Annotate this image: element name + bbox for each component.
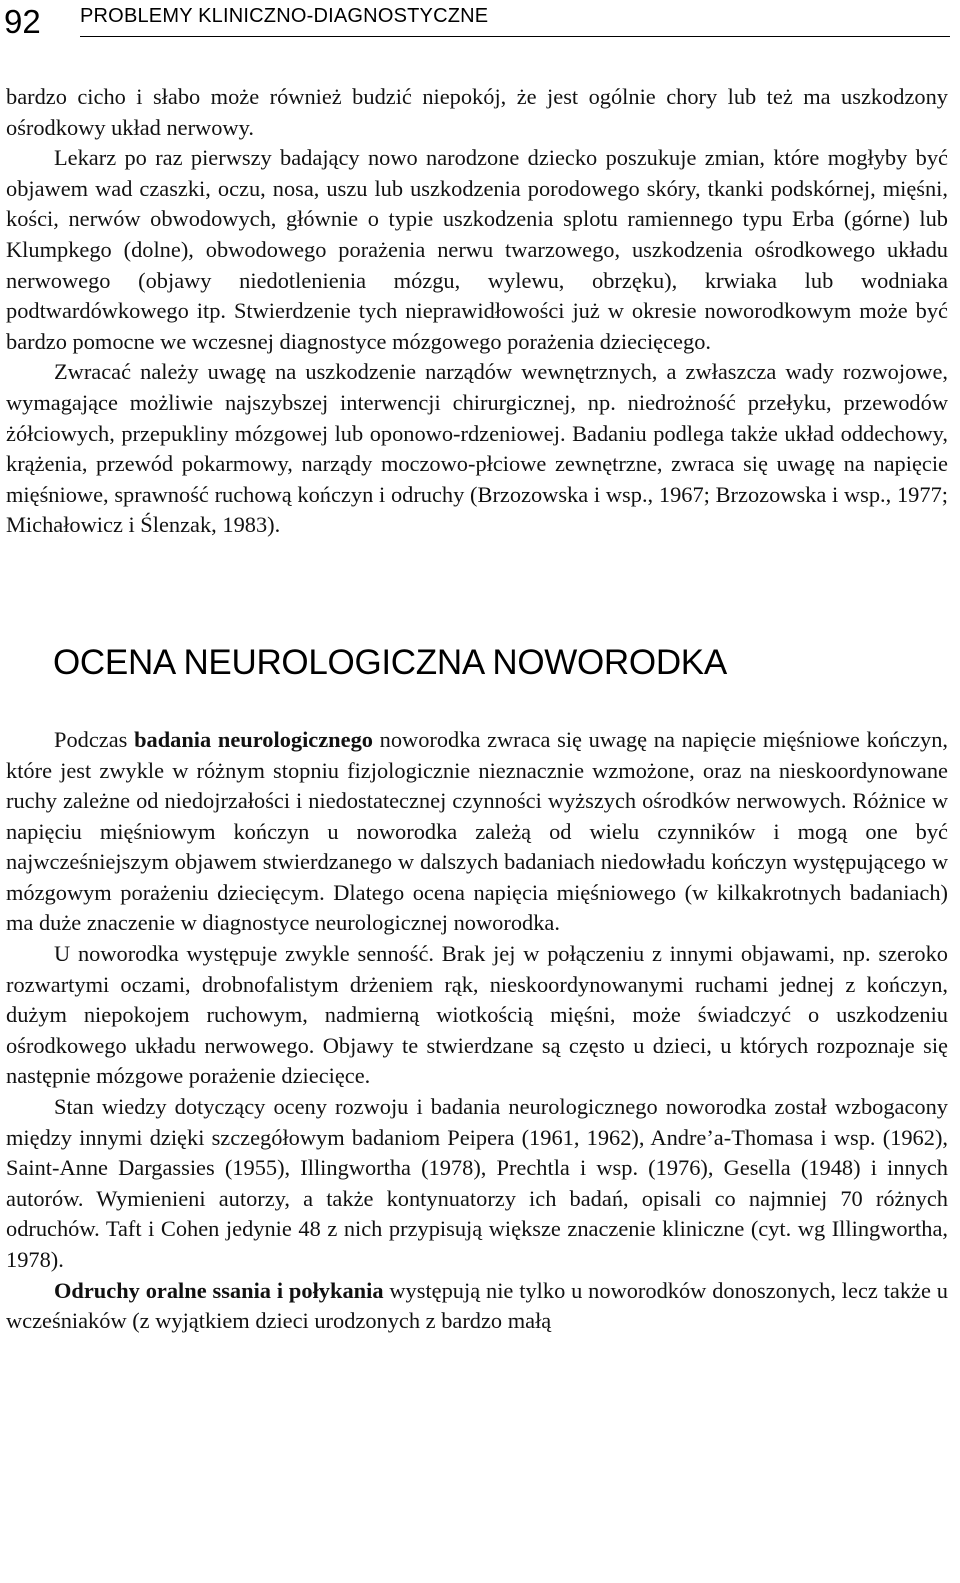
paragraph-neurological-exam (6, 725, 948, 939)
paragraph-text: noworodka zwraca się uwagę na napięcie mięśniowe kończyn, które jest zwykle w różnym stopniu fizjologicznie nieznacznie wzmożone, oraz na nieskoordynowane ruchy zależne od niedojrzałości i niedostatecznej czynności wyższych ośrodków nerwowych. Różnice w napięciu mięśniowym kończyn u noworodka zależą od wielu czynników i mogą one być najwcześniejszym objawem stwierdzanego w dalszych badaniach niedowładu kończyn występującego w mózgowym porażeniu dziecięcym. Dlatego ocena napięcia mięśniowego (w kilkakrotnych badaniach) ma duże znaczenie w diagnostyce neurologicznej noworodka. (6, 726, 948, 936)
paragraph: U noworodka występuje zwykle senność. Brak jej w połączeniu z innymi objawami, np. szeroko rozwartymi oczami, drobnofalistym drżeniem rąk, nieskoordynowanymi ruchami jednej z kończyn, dużym niepokojem ruchowym, nadmierną wiotkością mięśni, może świadczyć o uszkodzeniu ośrodkowego układu nerwowego. Objawy te stwierdzane są często u dzieci, u których rozpoznaje się następnie mózgowe porażenie dziecięce. (6, 941, 948, 1089)
paragraph-oral-reflexes (6, 1276, 948, 1337)
header-rule (80, 36, 950, 37)
section-heading: OCENA NEUROLOGICZNA NOWORODKA (53, 642, 727, 682)
paragraph: Lekarz po raz pierwszy badający nowo narodzone dziecko poszukuje zmian, które mogłyby być objawem wad czaszki, oczu, nosa, uszu lub uszkodzenia porodowego skóry, tkanki podskórnej, mięśni, kości, nerwów obwodowych, głównie o typie uszkodzenia splotu ramiennego typu Erba (górne) lub Klumpkego (dolne), obwodowego porażenia nerwu twarzowego, uszkodzenia ośrodkowego układu nerwowego (objawy niedotlenienia mózgu, wylewu, obrzęku), krwiaka lub wodniaka podtwardówkowego itp. Stwierdzenie tych nieprawidłowości już w okresie noworodkowym może być bardzo pomocne we wczesnej diagnostyce mózgowego porażenia dziecięcego. (6, 145, 948, 354)
paragraph-text: Podczas (54, 726, 135, 752)
running-head: PROBLEMY KLINICZNO-DIAGNOSTYCZNE (80, 5, 489, 27)
page-number: 92 (4, 3, 41, 40)
bold-term: Odruchy oralne ssania i połykania (54, 1277, 384, 1303)
paragraph: Zwracać należy uwagę na uszkodzenie narządów wewnętrznych, a zwłaszcza wady rozwojowe, wymagające możliwie najszybszej interwencji chirurgicznej, np. niedrożność przełyku, przewodów żółciowych, przepukliny mózgowej lub oponowo-rdzeniowej. Badaniu podlega także układ oddechowy, krążenia, przewód pokarmowy, narządy moczowo-płciowe zewnętrzne, zwraca się uwagę na napięcie mięśniowe, sprawność ruchową kończyn i odruchy (Brzozowska i wsp., 1967; Brzozowska i wsp., 1977; Michałowicz i Ślenzak, 1983). (6, 359, 948, 538)
body-text (6, 82, 948, 1337)
paragraph: Stan wiedzy dotyczący oceny rozwoju i badania neurologicznego noworodka został wzbogacony między innymi dzięki szczegółowym badaniom Peipera (1961, 1962), Andre’a-Thomasa i wsp. (1962), Saint-Anne Dargassies (1955), Illingwortha (1978), Prechtla i wsp. (1976), Gesella (1948) i innych autorów. Wymienieni autorzy, a także kontynuatorzy ich badań, opisali co najmniej 70 różnych odruchów. Taft i Cohen jedynie 48 z nich przypisują większe znaczenie kliniczne (cyt. wg Illingwortha, 1978). (6, 1094, 948, 1272)
paragraph-continuation: bardzo cicho i słabo może również budzić niepokój, że jest ogólnie chory lub też ma uszkodzony ośrodkowy układ nerwowy. (6, 84, 948, 140)
bold-term: badania neurologicznego (134, 726, 373, 752)
page-header (0, 0, 960, 48)
paragraph-text: występują nie tylko u noworodków donoszonych, lecz także u wcześniaków (z wyjątkiem dzieci urodzonych z bardzo małą (6, 1277, 948, 1334)
